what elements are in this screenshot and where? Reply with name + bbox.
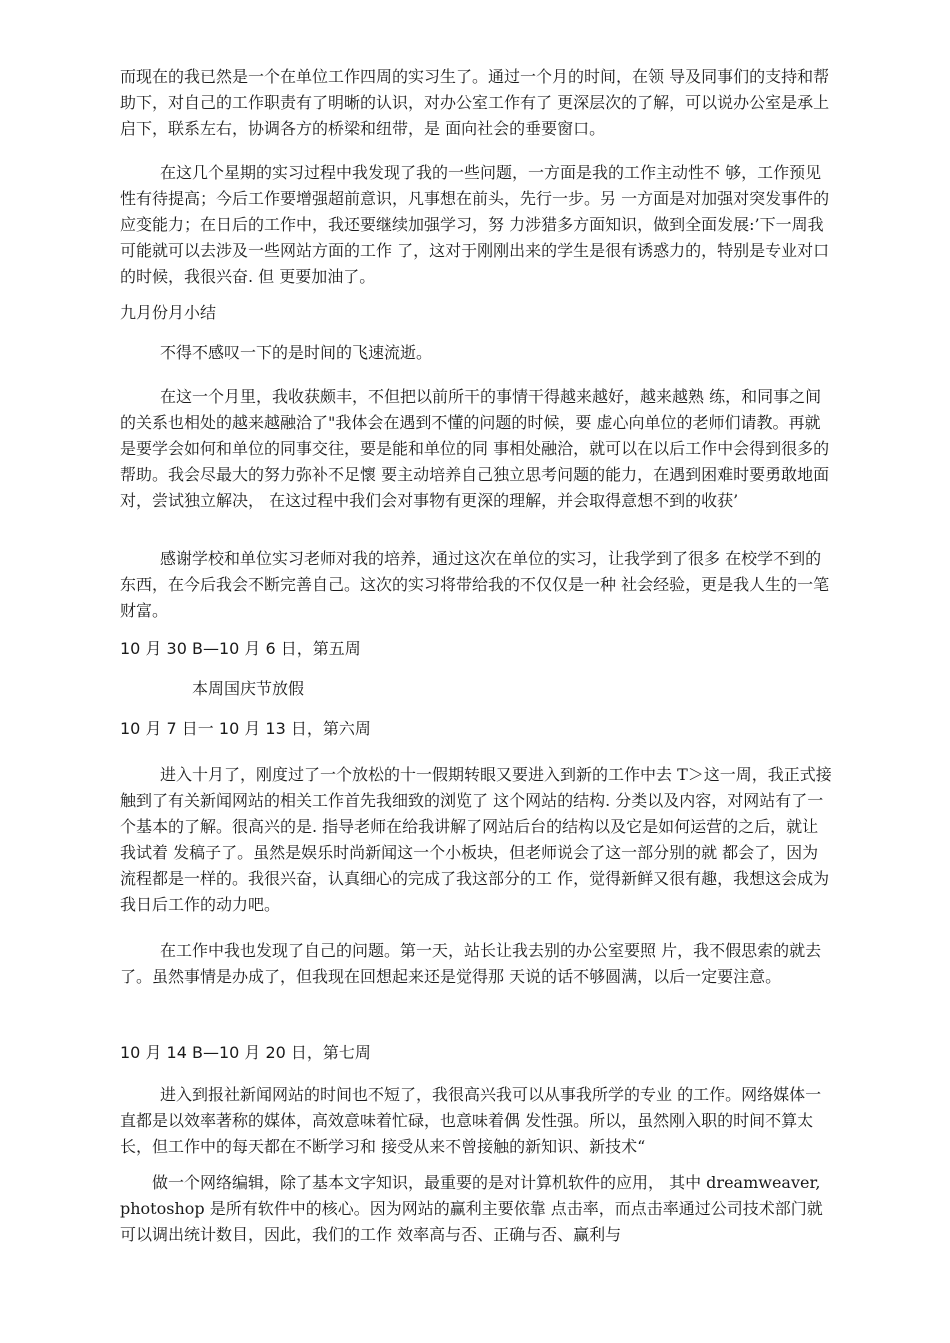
paragraph-web-editor: 做一个网络编辑，除了基本文字知识，最重要的是对计算机软件的应用， 其中 dreamweaver, photoshop 是所有软件中的核心。因为网站的赢利主要依靠 点击率，而点击率通过公司技术部门就可以调出统计数目，因此，我们的工作 效率高与否、正确与否、赢利与 (120, 1173, 823, 1244)
paragraph-week-6-issue: 在工作中我也发现了自己的问题。第一天，站长让我去别的办公室要照 片，我不假思索的就去了。虽然事情是办成了，但我现在回想起来还是觉得那 天说的话不够圆满，以后一定要注意。 (120, 941, 822, 986)
paragraph-intro: 而现在的我已然是一个在单位工作四周的实习生了。通过一个月的时间，在领 导及同事们的支持和帮助下，对自己的工作职责有了明晰的认识，对办公室工作有了 更深层次的了解，可以说办公室是承上启下，联系左右，协调各方的桥梁和纽带，是 面向社会的垂要窗口。 (120, 67, 830, 138)
paragraph-problems: 在这几个星期的实习过程中我发现了我的一些问题，一方面是我的工作主动性不 够，工作预见性有待提高；今后工作要增强超前意识，凡事想在前头，先行一步。另 一方面是对加强对突发事件的应变能力；在日后的工作中，我还要继续加强学习，努 力涉猎多方面知识，做到全面发展:’下一周我可能就可以去涉及一些网站方面的工作 了，这对于刚刚出来的学生是很有诱惑力的，特别是专业对口的时候，我很兴奋. 但 更要加油了。 (120, 163, 830, 286)
paragraph-week-7-work: 进入到报社新闻网站的时间也不短了，我很高兴我可以从事我所学的专业 的工作。网络媒体一直都是以效率著称的媒体，高效意味着忙碌，也意味着偶 发性强。所以，虽然刚入职的时间不算太长，但工作中的每天都在不断学习和 接受从来不曾接触的新知识、新技术“ (120, 1085, 822, 1156)
heading-week-5: 10 月 30 B—10 月 6 日，第五周 (120, 639, 361, 658)
paragraph-week-6-work: 进入十月了，刚度过了一个放松的十一假期转眼又要进入到新的工作中去 T＞这一周，我正式接触到了有关新闻网站的相关工作首先我细致的浏览了 这个网站的结构. 分类以及内容，对网站有了一个基本的了解。很高兴的是. 指导老师在给我讲解了网站后台的结构以及它是如何运营的之后，就让我试着 发稿子了。虽然是娱乐时尚新闻这一个小板块，但老师说会了这一部分别的就 都会了，因为流程都是一样的。我很兴奋，认真细心的完成了我这部分的工 作，觉得新鲜又很有趣，我想这会成为我日后工作的动力吧。 (120, 765, 832, 914)
paragraph-monthly-gains: 在这一个月里，我收获颇丰，不但把以前所干的事情干得越来越好，越来越熟 练，和同事之间的关系也相处的越来越融洽了"我体会在遇到不懂的问题的时候，要 虚心向单位的老师们请教。再就是要学会如何和单位的同事交往，要是能和单位的同 事相处融洽，就可以在以后工作中会得到很多的帮助。我会尽最大的努力弥补不足懷 要主动培养自己独立思考问题的能力，在遇到困难时要勇敢地面对，尝试独立解决， 在这过程中我们会对事物有更深的理解，并会取得意想不到的收获’ (120, 387, 830, 510)
paragraph-thanks: 感谢学校和单位实习老师对我的培养，通过这次在单位的实习，让我学到了很多 在校学不到的东西，在今后我会不断完善自己。这次的实习将带给我的不仅仅是一种 社会经验，更是我人生的一笔财富。 (120, 549, 830, 620)
paragraph-holiday: 本周国庆节放假 (192, 679, 305, 698)
heading-week-7: 10 月 14 B—10 月 20 日，第七周 (120, 1043, 371, 1062)
section-heading-september: 九月份月小结 (120, 303, 217, 322)
paragraph-time-flies: 不得不感叹一下的是时间的飞速流逝。 (160, 343, 433, 362)
heading-week-6: 10 月 7 日一 10 月 13 日，第六周 (120, 719, 371, 738)
